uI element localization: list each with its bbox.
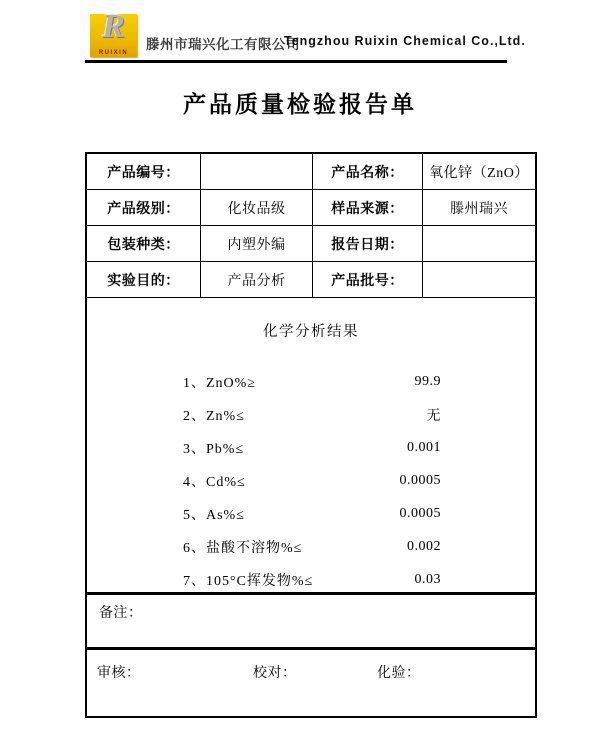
signatures-row xyxy=(87,650,535,714)
proofreader-label: 校对： xyxy=(253,666,297,681)
product-name-label: 产品名称： xyxy=(313,154,423,190)
analysis-item-zno xyxy=(87,365,535,398)
analysis-heading: 化学分析结果 xyxy=(263,324,359,340)
report-date-value xyxy=(423,226,535,262)
analysis-item-value: 0.001 xyxy=(407,439,441,455)
tester-label: 化验： xyxy=(377,666,421,681)
analysis-item-value: 99.9 xyxy=(414,373,441,389)
analysis-item-as xyxy=(87,497,535,530)
logo-letter: R xyxy=(102,8,125,45)
analysis-item-label: 5、As%≤ xyxy=(183,507,245,523)
report-table xyxy=(85,152,537,718)
logo-brand-text: RUIXIN xyxy=(98,50,129,56)
analysis-item-label: 7、105°C挥发物%≤ xyxy=(183,573,314,589)
analysis-item-label: 3、Pb%≤ xyxy=(183,441,245,457)
package-type-label: 包装种类： xyxy=(87,226,201,262)
remarks-label: 备注： xyxy=(99,606,143,621)
test-purpose-label: 实验目的： xyxy=(87,262,201,298)
analysis-section xyxy=(87,298,535,595)
report-date-label: 报告日期： xyxy=(313,226,423,262)
product-name-value: 氧化锌（ZnO） xyxy=(423,154,535,190)
analysis-item-value: 0.03 xyxy=(414,571,441,587)
product-code-value xyxy=(201,154,313,190)
analysis-item-label: 6、盐酸不溶物%≤ xyxy=(183,540,303,556)
analysis-item-value: 0.0005 xyxy=(399,505,441,521)
analysis-item-value: 无 xyxy=(426,408,441,424)
analysis-item-label: 1、ZnO%≥ xyxy=(183,375,257,391)
analysis-item-label: 4、Cd%≤ xyxy=(183,474,246,490)
analysis-item-value: 0.0005 xyxy=(399,472,441,488)
package-type-value: 内塑外编 xyxy=(201,226,313,262)
analysis-item-label: 2、Zn%≤ xyxy=(183,408,245,424)
test-purpose-value: 产品分析 xyxy=(201,262,313,298)
product-grade-label: 产品级别： xyxy=(87,190,201,226)
report-title: 产品质量检验报告单 xyxy=(183,91,417,117)
analysis-item-pb xyxy=(87,431,535,464)
analysis-item-volatiles xyxy=(87,563,535,596)
company-name-english: Tengzhou Ruixin Chemical Co.,Ltd. xyxy=(284,34,526,48)
remarks-section xyxy=(87,595,535,650)
sample-source-label: 样品来源： xyxy=(313,190,423,226)
analysis-item-cd xyxy=(87,464,535,497)
batch-number-value xyxy=(423,262,535,298)
analysis-item-value: 0.002 xyxy=(407,538,441,554)
company-name-chinese: 滕州市瑞兴化工有限公司 xyxy=(146,37,300,52)
product-info-grid xyxy=(87,154,535,298)
reviewer-label: 审核： xyxy=(97,666,141,681)
analysis-item-zn xyxy=(87,398,535,431)
analysis-item-hcl-insoluble xyxy=(87,530,535,563)
product-code-label: 产品编号： xyxy=(87,154,201,190)
analysis-items xyxy=(87,365,535,596)
header-rule xyxy=(85,60,507,63)
sample-source-value: 滕州瑞兴 xyxy=(423,190,535,226)
product-grade-value: 化妆品级 xyxy=(201,190,313,226)
company-logo xyxy=(90,8,137,57)
batch-number-label: 产品批号： xyxy=(313,262,423,298)
